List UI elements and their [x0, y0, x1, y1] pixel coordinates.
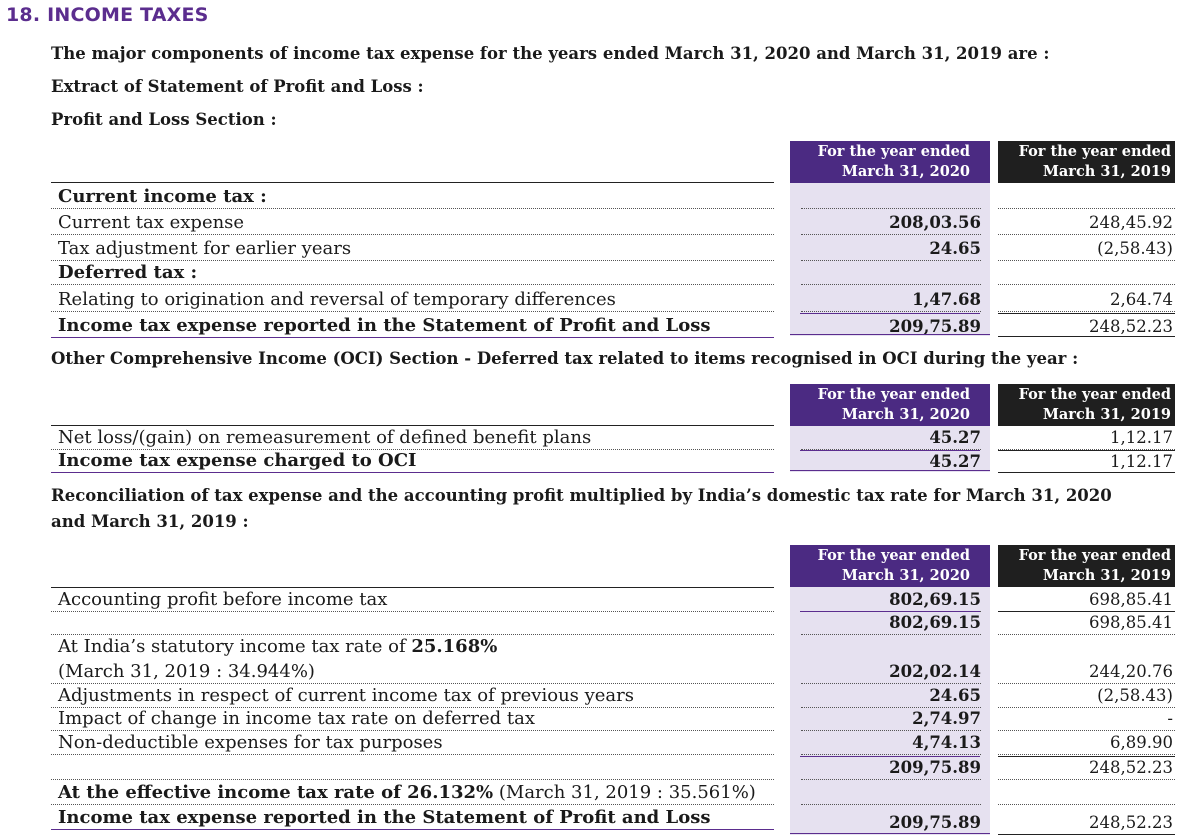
value-2020: 24.65	[801, 238, 981, 261]
value-2019: 698,85.41	[998, 612, 1175, 635]
bottom-rule-2019	[998, 834, 1175, 835]
table-row	[51, 756, 1175, 780]
row-label: Accounting profit before income tax	[51, 589, 774, 612]
row-label: Relating to origination and reversal of temporary differences	[51, 289, 774, 312]
value-2020: 45.27	[929, 452, 981, 471]
value-2019: 698,85.41	[998, 589, 1175, 612]
value-2020: 209,75.89	[889, 317, 981, 336]
value-2019: 1,12.17	[998, 427, 1175, 450]
value-2020	[801, 284, 981, 285]
table-row	[51, 185, 1175, 209]
table-total-row	[51, 806, 1175, 830]
table-row	[51, 288, 1175, 312]
value-2019: (2,58.43)	[998, 685, 1175, 708]
value-2019: 248,45.92	[998, 212, 1175, 235]
table-top-rule	[51, 182, 774, 183]
table-row	[51, 261, 1175, 285]
value-2020: 802,69.15	[801, 589, 981, 612]
col-header-2019: For the year ended March 31, 2019	[998, 384, 1175, 426]
col-header-2020: For the year ended March 31, 2020	[790, 545, 990, 587]
value-2020	[801, 208, 981, 209]
row-label: Non-deductible expenses for tax purposes	[51, 732, 774, 755]
row-label	[51, 634, 774, 635]
value-2019: 248,52.23	[1089, 317, 1173, 336]
row-label: Impact of change in income tax rate on deferred tax	[51, 708, 774, 731]
bottom-rule-2019	[998, 472, 1175, 473]
col-header-2020: For the year ended March 31, 2020	[790, 384, 990, 426]
value-2019: 6,89.90	[998, 732, 1175, 755]
row-label: Income tax expense reported in the Statement of Profit and Loss	[51, 807, 774, 830]
table-row	[51, 781, 1175, 805]
col-header-2020: For the year ended March 31, 2020	[790, 141, 990, 183]
row-label	[51, 779, 774, 780]
row-label: (March 31, 2019 : 34.944%)	[51, 661, 774, 684]
value-2020: 208,03.56	[801, 212, 981, 235]
table-row	[51, 611, 1175, 635]
statutory-rate-text: At India’s statutory income tax rate of	[58, 636, 412, 657]
table-row	[51, 211, 1175, 235]
value-2019: -	[998, 708, 1175, 731]
value-2019: (2,58.43)	[998, 238, 1175, 261]
table-row	[51, 684, 1175, 708]
section-title	[6, 4, 209, 26]
intro-line-1: The major components of income tax expense for the years ended March 31, 2020 and March 31, 2019 are :	[51, 44, 1050, 63]
table-total-row	[51, 314, 1175, 338]
row-label: Income tax expense charged to OCI	[51, 450, 774, 473]
effective-rate-label: At the effective income tax rate of 26.132% (March 31, 2019 : 35.561%)	[51, 782, 774, 805]
value-2019: 1,12.17	[1110, 452, 1173, 471]
section-number: 18.	[6, 4, 41, 26]
table-row	[51, 426, 1175, 450]
statutory-rate-line	[58, 636, 497, 658]
value-2019: 2,64.74	[998, 289, 1175, 312]
value-2020: 209,75.89	[889, 813, 981, 832]
value-2020: 4,74.13	[801, 732, 981, 755]
row-label: Current tax expense	[51, 212, 774, 235]
recon-heading-2: and March 31, 2019 :	[51, 512, 249, 531]
col-header-2019: For the year ended March 31, 2019	[998, 141, 1175, 183]
value-2020: 1,47.68	[801, 289, 981, 312]
col-2020-bottom-rule	[790, 833, 990, 834]
recon-heading-1: Reconciliation of tax expense and the accounting profit multiplied by India’s domestic tax rate for March 31, 2020	[51, 486, 1112, 505]
col-header-2019: For the year ended March 31, 2019	[998, 545, 1175, 587]
col-2020-bottom-rule	[790, 470, 990, 471]
table-row	[51, 237, 1175, 261]
intro-line-2: Extract of Statement of Profit and Loss :	[51, 77, 424, 96]
row-label: Current income tax :	[51, 186, 774, 209]
value-2020: 24.65	[801, 685, 981, 708]
value-2020: 202,02.14	[801, 661, 981, 684]
value-2019	[998, 284, 1175, 285]
value-2020: 45.27	[801, 427, 981, 450]
statutory-rate-value: 25.168%	[411, 636, 498, 657]
table-row	[51, 731, 1175, 755]
row-label: Deferred tax :	[51, 262, 774, 285]
row-label: Net loss/(gain) on remeasurement of defined benefit plans	[51, 427, 774, 450]
value-2019: 248,52.23	[998, 757, 1175, 780]
value-2020: 209,75.89	[801, 757, 981, 780]
row-label: Tax adjustment for earlier years	[51, 238, 774, 261]
value-2019	[998, 208, 1175, 209]
table-row	[51, 660, 1175, 684]
value-2019: 248,52.23	[1089, 813, 1173, 832]
table-row	[51, 707, 1175, 731]
value-2020: 2,74.97	[801, 708, 981, 731]
oci-heading: Other Comprehensive Income (OCI) Section - Deferred tax related to items recognised in OCI during the year :	[51, 349, 1079, 368]
table-total-row	[51, 449, 1175, 473]
col-2020-bottom-rule	[790, 334, 990, 335]
section-title-text: INCOME TAXES	[47, 4, 209, 26]
table-row	[51, 588, 1175, 612]
row-label: Income tax expense reported in the Statement of Profit and Loss	[51, 315, 774, 338]
value-2019: 244,20.76	[998, 661, 1175, 684]
intro-line-3: Profit and Loss Section :	[51, 110, 277, 129]
bottom-rule-2019	[998, 336, 1175, 337]
row-label: Adjustments in respect of current income tax of previous years	[51, 685, 774, 708]
value-2020: 802,69.15	[801, 612, 981, 635]
